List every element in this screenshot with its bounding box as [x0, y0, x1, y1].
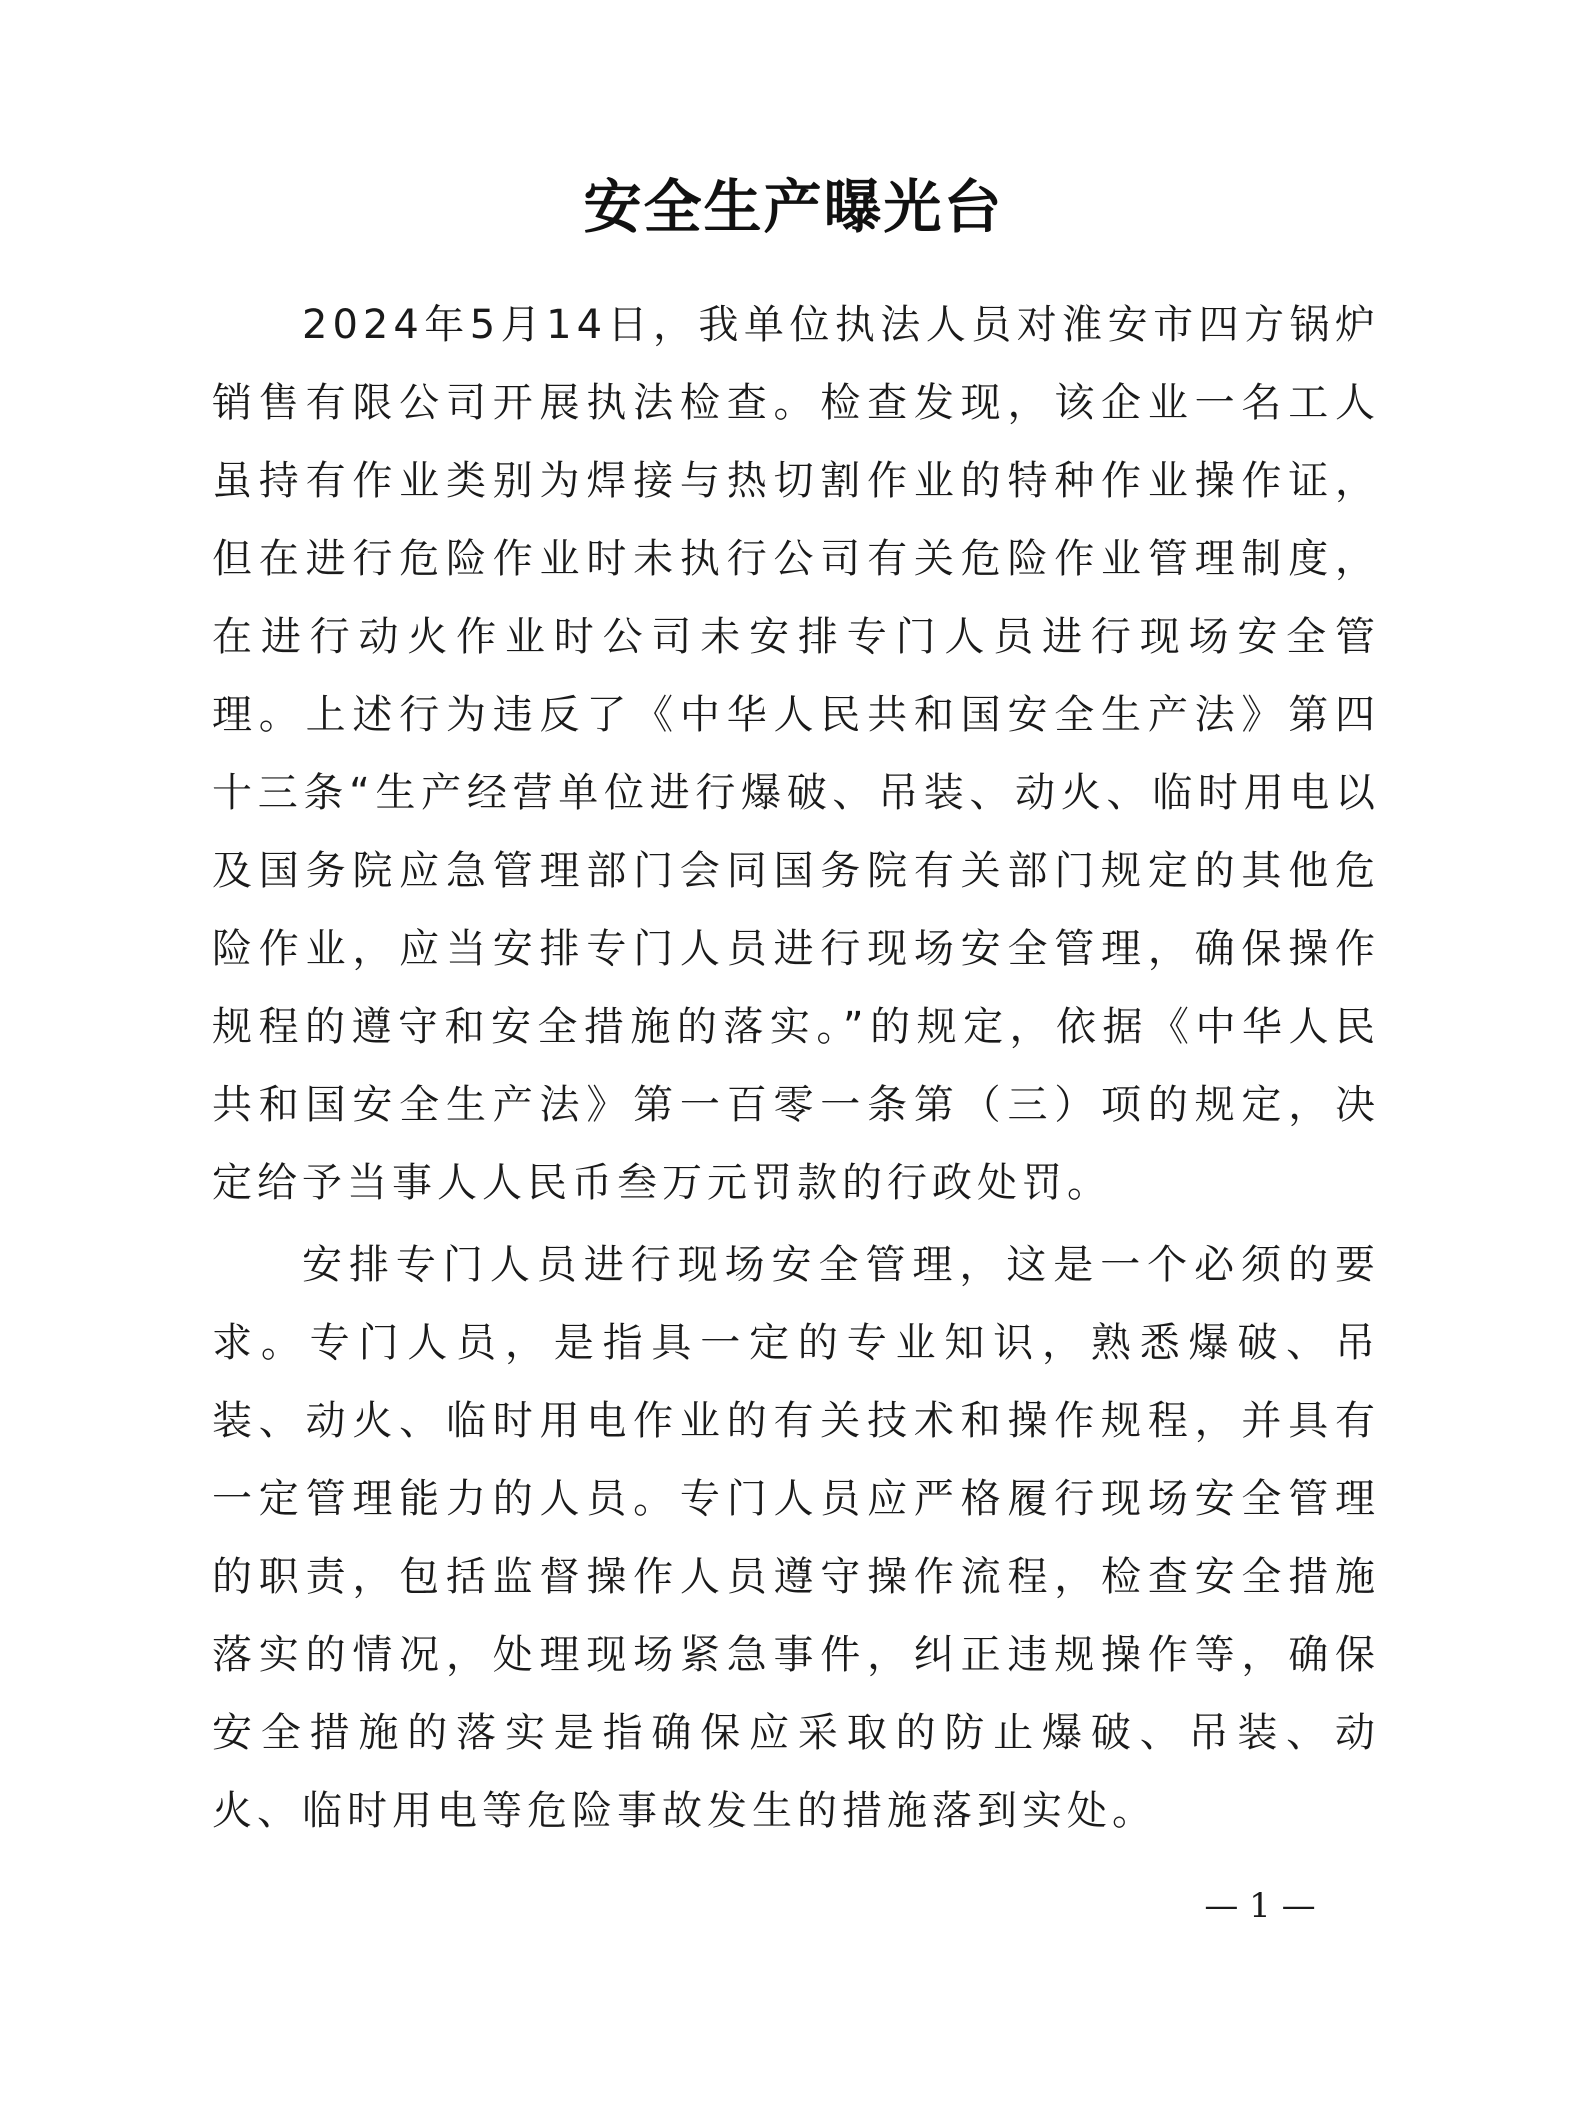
paragraph-explanation: 安排专门人员进行现场安全管理，这是一个必须的要求。专门人员，是指具一定的专业知识，熟悉爆破、吊装、动火、临时用电作业的有关技术和操作规程，并具有一定管理能力的人员。专门人员应严格履行现场安全管理的职责，包括监督操作人员遵守操作流程，检查安全措施落实的情况，处理现场紧急事件，纠正违规操作等，确保安全措施的落实是指确保应采取的防止爆破、吊装、动火、临时用电等危险事故发生的措施落到实处。: [212, 1242, 1380, 1834]
page-number: — 1 —: [1204, 1886, 1316, 1926]
page-title: 安全生产曝光台: [583, 172, 1004, 241]
document-body: [212, 286, 1380, 1850]
paragraph-enforcement-case: 2024年5月14日，我单位执法人员对淮安市四方锅炉销售有限公司开展执法检查。检查发现，该企业一名工人虽持有作业类别为焊接与热切割作业的特种作业操作证，但在进行危险作业时未执行公司有关危险作业管理制度，在进行动火作业时公司未安排专门人员进行现场安全管理。上述行为违反了《中华人民共和国安全生产法》第四十三条“生产经营单位进行爆破、吊装、动火、临时用电以及国务院应急管理部门会同国务院有关部门规定的其他危险作业，应当安排专门人员进行现场安全管理，确保操作规程的遵守和安全措施的落实。”的规定，依据《中华人民共和国安全生产法》第一百零一条第（三）项的规定，决定给予当事人人民币叁万元罚款的行政处罚。: [212, 302, 1380, 1206]
